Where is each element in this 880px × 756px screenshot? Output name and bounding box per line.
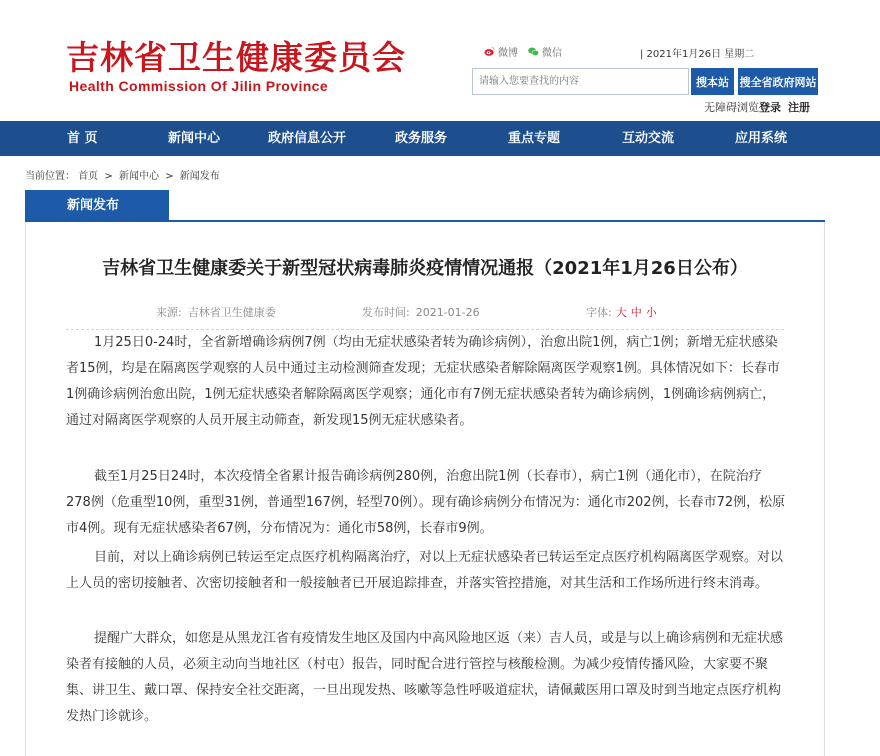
article-paragraph: 1月25日0-24时，全省新增确诊病例7例（均由无症状感染者转为确诊病例），治愈出院1例，病亡1例；新增无症状感染者15例，均是在隔离医学观察的人员中通过主动检测筛查发现；无症状感染者解除隔离医学观察1例。具体情况如下：长春市1例确诊病例治愈出院，1例无症状感染者解除隔离医学观察；通化市有7例无症状感染者转为确诊病例，1例确诊病例病亡，通过对隔离医学观察的人员开展主动筛查，新发现15例无症状感染者。 xyxy=(66,335,780,428)
breadcrumb-prefix: 当前位置： xyxy=(25,171,75,182)
weibo-link[interactable] xyxy=(484,44,518,59)
register-link[interactable]: 注册 xyxy=(788,101,810,114)
user-links xyxy=(704,99,810,115)
accessible-browse-link[interactable]: 无障碍浏览 xyxy=(704,101,759,114)
site-header xyxy=(0,0,880,121)
wechat-label: 微信 xyxy=(542,48,562,59)
article-title: 吉林省卫生健康委关于新型冠状病毒肺炎疫情情况通报（2021年1月26日公布） xyxy=(102,258,748,279)
main-nav xyxy=(0,121,880,156)
nav-item-apps[interactable]: 应用系统 xyxy=(735,131,788,146)
article-panel xyxy=(25,222,825,756)
font-medium-button[interactable]: 中 xyxy=(630,306,642,319)
breadcrumb-item-news[interactable]: 新闻中心 xyxy=(118,171,159,182)
nav-item-gov-services[interactable]: 政务服务 xyxy=(395,131,448,146)
social-links xyxy=(484,44,572,59)
nav-item-interaction[interactable]: 互动交流 xyxy=(622,131,675,146)
tab-news-release[interactable]: 新闻发布 xyxy=(25,190,169,221)
site-logo-en[interactable]: Health Commission Of Jilin Province xyxy=(69,78,329,94)
breadcrumb-item-release[interactable]: 新闻发布 xyxy=(179,171,220,182)
article-paragraph: 提醒广大群众，如您是从黑龙江省有疫情发生地区及国内中高风险地区返（来）吉人员，或是与以上确诊病例和无症状感染者有接触的人员，必须主动向当地社区（村屯）报告，同时配合进行管控与核酸检测。为减少疫情传播风险，大家要不聚集、讲卫生、戴口罩、保持安全社交距离，一旦出现发热、咳嗽等急性呼吸道症状，请佩戴医用口罩及时到当地定点医疗机构发热门诊就诊。 xyxy=(66,631,784,724)
nav-item-news[interactable]: 新闻中心 xyxy=(168,131,221,146)
breadcrumb-item-home[interactable]: 首页 xyxy=(78,171,99,182)
article-paragraph: 目前，对以上确诊病例已转运至定点医疗机构隔离治疗，对以上无症状感染者已转运至定点医疗机构隔离医学观察。对以上人员的密切接触者、次密切接触者和一般接触者已开展追踪排查，并落实管控措施，对其生活和工作场所进行终末消毒。 xyxy=(66,550,784,591)
source-value: 吉林省卫生健康委 xyxy=(187,306,276,319)
current-date: | 2021年1月26日 星期二 xyxy=(640,49,755,60)
breadcrumb xyxy=(25,167,220,182)
search-all-gov-button[interactable]: 搜全省政府网站 xyxy=(738,68,818,95)
font-label: 字体: xyxy=(586,306,612,319)
site-logo-cn[interactable]: 吉林省卫生健康委员会 xyxy=(66,38,406,77)
breadcrumb-separator: > xyxy=(104,171,113,182)
weibo-icon xyxy=(484,46,495,57)
search-site-button[interactable]: 搜本站 xyxy=(691,68,734,95)
font-large-button[interactable]: 大 xyxy=(615,306,627,319)
wechat-icon xyxy=(528,46,539,57)
article-source xyxy=(156,304,276,320)
source-label: 来源: xyxy=(156,306,182,319)
login-link[interactable]: 登录 xyxy=(759,101,781,114)
article-time xyxy=(362,304,480,320)
font-small-button[interactable]: 小 xyxy=(645,306,657,319)
wechat-link[interactable] xyxy=(528,44,562,59)
search-input[interactable] xyxy=(472,68,689,95)
nav-item-gov-info[interactable]: 政府信息公开 xyxy=(268,131,347,146)
font-size-switcher xyxy=(586,304,657,320)
nav-item-home[interactable]: 首 页 xyxy=(67,131,98,146)
breadcrumb-separator: > xyxy=(165,171,174,182)
time-value: 2021-01-26 xyxy=(415,306,480,319)
article-paragraph: 截至1月25日24时，本次疫情全省累计报告确诊病例280例，治愈出院1例（长春市），病亡1例（通化市），在院治疗278例（危重型10例，重型31例，普通型167例，轻型70例）。现有确诊病例分布情况为：通化市202例，长春市72例，松原市4例。现有无症状感染者67例，分布情况为：通化市58例，长春市9例。 xyxy=(66,469,786,536)
time-label: 发布时间: xyxy=(362,306,410,319)
nav-item-topics[interactable]: 重点专题 xyxy=(508,131,561,146)
weibo-label: 微博 xyxy=(498,48,518,59)
